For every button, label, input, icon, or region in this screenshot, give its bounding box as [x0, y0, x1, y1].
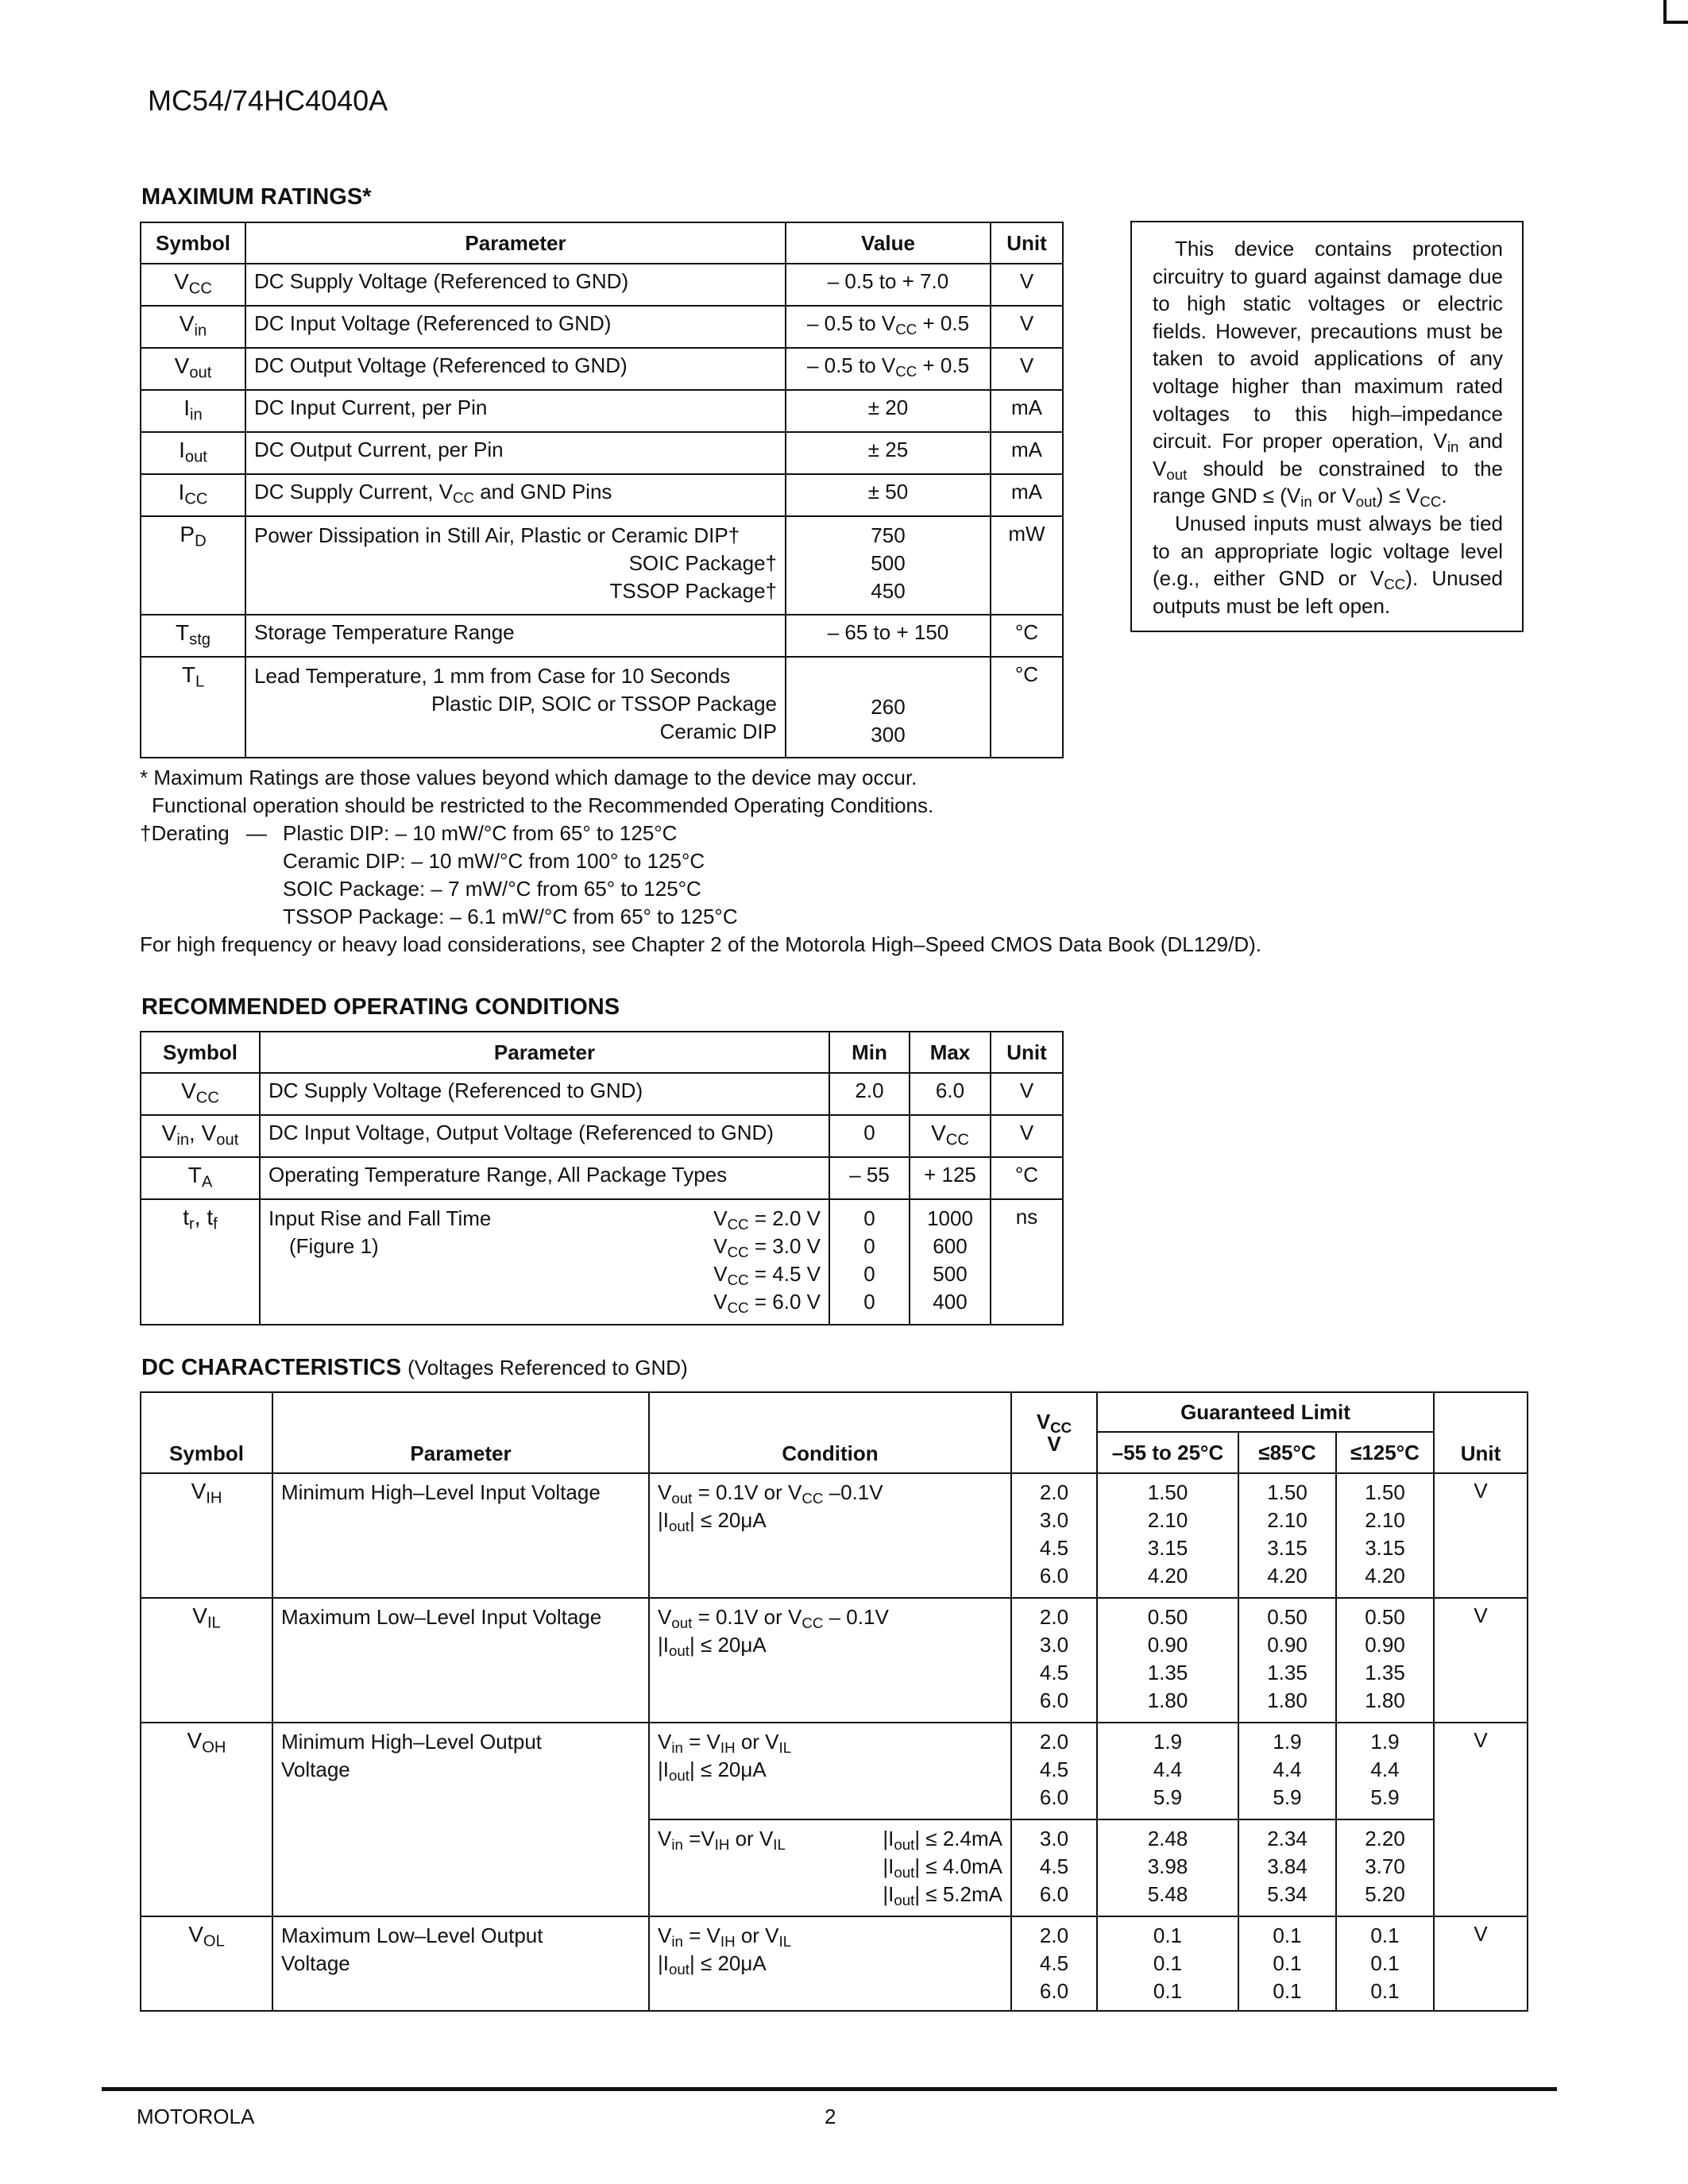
- table-row: [141, 657, 1063, 758]
- parameter-cell: Minimum High–Level Output Voltage: [272, 1723, 649, 1916]
- footnote-line: For high frequency or heavy load considerations, see Chapter 2 of the Motorola High–Speed CMOS Data Book (DL129/D).: [140, 932, 1261, 956]
- parameter-cell: DC Supply Current, $V_{CC}$ and GND Pins: [245, 474, 786, 516]
- unit-cell: mA: [991, 474, 1063, 516]
- note-paragraph: Unused inputs must always be tied to an appropriate logic voltage level (e.g., either GND or $V_{CC}$). Unused outputs must be left open.: [1153, 511, 1503, 618]
- page-number: 2: [825, 2105, 836, 2128]
- value-cell: ± 20: [786, 390, 991, 432]
- limit-cell-25c: 0.50 0.90 1.35 1.80: [1097, 1598, 1238, 1723]
- parameter-cell: DC Output Current, per Pin: [245, 432, 786, 474]
- symbol-cell: $T_A$: [141, 1157, 260, 1199]
- table-row: [141, 1115, 1063, 1157]
- unit-cell: V: [1434, 1473, 1528, 1598]
- max-cell: $V_{CC}$: [910, 1115, 991, 1157]
- max-ratings-footnotes: [140, 764, 1261, 959]
- col-header: Min: [829, 1032, 910, 1073]
- symbol-cell: $I_{CC}$: [141, 474, 245, 516]
- col-header: ≤85°C: [1238, 1432, 1336, 1473]
- min-cell: 0: [829, 1115, 910, 1157]
- table-row: [141, 390, 1063, 432]
- col-header: Unit: [991, 1032, 1063, 1073]
- limit-cell-85c: 2.34 3.84 5.34: [1238, 1819, 1336, 1916]
- limit-cell-125c: 1.50 2.10 3.15 4.20: [1336, 1473, 1434, 1598]
- limit-cell-25c: 1.50 2.10 3.15 4.20: [1097, 1473, 1238, 1598]
- col-header: Parameter: [272, 1392, 649, 1473]
- col-header-guaranteed: Guaranteed Limit: [1097, 1392, 1434, 1432]
- value-cell: ± 25: [786, 432, 991, 474]
- table-row: [141, 306, 1063, 348]
- parameter-cell: DC Input Voltage, Output Voltage (Referenced to GND): [260, 1115, 829, 1157]
- table-row: [141, 615, 1063, 657]
- parameter-cell: DC Input Current, per Pin: [245, 390, 786, 432]
- unit-cell: °C: [991, 1157, 1063, 1199]
- limit-cell-25c: 0.1 0.1 0.1: [1097, 1916, 1238, 2011]
- vcc-cell: 2.0 4.5 6.0: [1011, 1723, 1097, 1819]
- value-cell: 260 300: [786, 657, 991, 758]
- unit-cell: °C: [991, 657, 1063, 758]
- col-header: Symbol: [141, 1032, 260, 1073]
- parameter-cell: DC Input Voltage (Referenced to GND): [245, 306, 786, 348]
- parameter-cell: Maximum Low–Level Input Voltage: [272, 1598, 649, 1723]
- symbol-cell: $V_{OH}$: [141, 1723, 272, 1916]
- footnote-line: Functional operation should be restricted to the Recommended Operating Conditions.: [152, 793, 934, 817]
- col-header: Condition: [649, 1392, 1011, 1473]
- symbol-cell: $I_{out}$: [141, 432, 245, 474]
- parameter-cell: DC Supply Voltage (Referenced to GND): [260, 1073, 829, 1115]
- unit-cell: ns: [991, 1199, 1063, 1325]
- col-header: ≤125°C: [1336, 1432, 1434, 1473]
- col-header: –55 to 25°C: [1097, 1432, 1238, 1473]
- condition-cell: $V_{in} = V_{IH}$ or $V_{IL}$ $|I_{out}| \le 20\mu A$: [649, 1916, 1011, 2011]
- footnote-line: * Maximum Ratings are those values beyond which damage to the device may occur.: [140, 766, 917, 789]
- table-row: [141, 432, 1063, 474]
- table-row: [141, 264, 1063, 306]
- table-row: [141, 1723, 1528, 1819]
- dc-title: DC CHARACTERISTICS (Voltages Referenced to GND): [141, 1355, 688, 1380]
- vcc-cell: 2.0 4.5 6.0: [1011, 1916, 1097, 2011]
- vcc-cell: 3.0 4.5 6.0: [1011, 1819, 1097, 1916]
- parameter-cell: Operating Temperature Range, All Package Types: [260, 1157, 829, 1199]
- col-header: Unit: [1434, 1392, 1528, 1473]
- unit-cell: V: [991, 1073, 1063, 1115]
- max-cell: + 125: [910, 1157, 991, 1199]
- col-header: Unit: [991, 222, 1063, 264]
- condition-cell: $V_{out} = 0.1V$ or $V_{CC}$ –0.1V $|I_{out}| \le 20\mu A$: [649, 1473, 1011, 1598]
- value-cell: – 0.5 to $V_{CC} + 0.5$: [786, 348, 991, 390]
- col-header: Max: [910, 1032, 991, 1073]
- symbol-cell: $V_{in}$, $V_{out}$: [141, 1115, 260, 1157]
- col-header: Parameter: [245, 222, 786, 264]
- col-header: Parameter: [260, 1032, 829, 1073]
- roc-header-row: [141, 1032, 1063, 1073]
- col-header-vcc: $V_{CC}$ V: [1011, 1392, 1097, 1473]
- roc-table: [140, 1031, 1064, 1325]
- symbol-cell: $V_{in}$: [141, 306, 245, 348]
- symbol-cell: $V_{IL}$: [141, 1598, 272, 1723]
- table-row: [141, 1598, 1528, 1723]
- table-row: [141, 1916, 1528, 2011]
- esd-protection-note: [1130, 221, 1524, 632]
- parameter-cell: DC Output Voltage (Referenced to GND): [245, 348, 786, 390]
- col-header: Symbol: [141, 1392, 272, 1473]
- symbol-cell: $V_{IH}$: [141, 1473, 272, 1598]
- min-cell: 2.0: [829, 1073, 910, 1115]
- parameter-cell: Input Rise and Fall Time (Figure 1) $V_{CC} = 2.0$ V $V_{CC} = 3.0$ V $V_{CC} = 4.5$ V $V_{CC} = 6.0$ V: [260, 1199, 829, 1325]
- parameter-cell: Power Dissipation in Still Air, Plastic or Ceramic DIP† SOIC Package† TSSOP Package†: [245, 516, 786, 615]
- parameter-cell: Storage Temperature Range: [245, 615, 786, 657]
- limit-cell-85c: 0.50 0.90 1.35 1.80: [1238, 1598, 1336, 1723]
- symbol-cell: $V_{CC}$: [141, 264, 245, 306]
- table-row: [141, 474, 1063, 516]
- symbol-cell: $P_D$: [141, 516, 245, 615]
- max-ratings-table: [140, 222, 1064, 758]
- unit-cell: V: [1434, 1723, 1528, 1916]
- unit-cell: V: [991, 348, 1063, 390]
- limit-cell-85c: 0.1 0.1 0.1: [1238, 1916, 1336, 2011]
- limit-cell-125c: 0.50 0.90 1.35 1.80: [1336, 1598, 1434, 1723]
- symbol-cell: $T_{stg}$: [141, 615, 245, 657]
- symbol-cell: $I_{in}$: [141, 390, 245, 432]
- unit-cell: mW: [991, 516, 1063, 615]
- vcc-cell: 2.0 3.0 4.5 6.0: [1011, 1473, 1097, 1598]
- condition-cell: $V_{in} = V_{IH}$ or $V_{IL}$ $|I_{out}| \le 20\mu A$: [649, 1723, 1011, 1819]
- table-row: [141, 516, 1063, 615]
- table-row: [141, 348, 1063, 390]
- derating-line: †Derating — Plastic DIP: – 10 mW/°C from 65° to 125°C: [140, 821, 678, 845]
- dc-header-row: [141, 1392, 1528, 1432]
- limit-cell-85c: 1.50 2.10 3.15 4.20: [1238, 1473, 1336, 1598]
- symbol-cell: $V_{OL}$: [141, 1916, 272, 2011]
- parameter-cell: DC Supply Voltage (Referenced to GND): [245, 264, 786, 306]
- symbol-cell: $T_L$: [141, 657, 245, 758]
- footer-rule: [102, 2087, 1557, 2091]
- min-cell: – 55: [829, 1157, 910, 1199]
- table-row: [141, 1157, 1063, 1199]
- symbol-cell: $V_{CC}$: [141, 1073, 260, 1115]
- value-cell: – 65 to + 150: [786, 615, 991, 657]
- unit-cell: V: [1434, 1598, 1528, 1723]
- footer-brand: MOTOROLA: [137, 2105, 255, 2128]
- max-ratings-header-row: [141, 222, 1063, 264]
- unit-cell: V: [991, 1115, 1063, 1157]
- document-title: MC54/74HC4040A: [148, 84, 388, 117]
- unit-cell: mA: [991, 432, 1063, 474]
- col-header: Symbol: [141, 222, 245, 264]
- table-row: [141, 1073, 1063, 1115]
- max-cell: 1000 600 500 400: [910, 1199, 991, 1325]
- min-cell: 0 0 0 0: [829, 1199, 910, 1325]
- derating-line: TSSOP Package: – 6.1 mW/°C from 65° to 125°C: [283, 905, 738, 928]
- value-cell: – 0.5 to + 7.0: [786, 264, 991, 306]
- parameter-cell: Maximum Low–Level Output Voltage: [272, 1916, 649, 2011]
- unit-cell: V: [991, 264, 1063, 306]
- value-cell: ± 50: [786, 474, 991, 516]
- limit-cell-125c: 0.1 0.1 0.1: [1336, 1916, 1434, 2011]
- limit-cell-125c: 1.9 4.4 5.9: [1336, 1723, 1434, 1819]
- derating-line: Ceramic DIP: – 10 mW/°C from 100° to 125°C: [283, 849, 705, 873]
- table-row: [141, 1199, 1063, 1325]
- value-cell: – 0.5 to $V_{CC} + 0.5$: [786, 306, 991, 348]
- unit-cell: mA: [991, 390, 1063, 432]
- note-paragraph: This device contains protection circuitry to guard against damage due to high static voltages or electric fields. However, precautions must be taken to avoid applications of any voltage higher than maximum rated voltages to this high–impedance circuit. For proper operation, $V_{in}$ and $V_{out}$ should be constrained to the range GND ≤ ($V_{in}$ or $V_{out}) \le V_{CC}$.: [1153, 237, 1503, 511]
- value-cell: 750 500 450: [786, 516, 991, 615]
- symbol-cell: $V_{out}$: [141, 348, 245, 390]
- parameter-cell: Minimum High–Level Input Voltage: [272, 1473, 649, 1598]
- max-ratings-title: MAXIMUM RATINGS*: [141, 184, 372, 210]
- limit-cell-25c: 2.48 3.98 5.48: [1097, 1819, 1238, 1916]
- symbol-cell: $t_r$, $t_f$: [141, 1199, 260, 1325]
- unit-cell: V: [991, 306, 1063, 348]
- vcc-cell: 2.0 3.0 4.5 6.0: [1011, 1598, 1097, 1723]
- condition-cell: $V_{out} = 0.1V$ or $V_{CC} - 0.1V$ $|I_{out}| \le 20\mu A$: [649, 1598, 1011, 1723]
- condition-cell: $V_{in} =V_{IH}$ or $V_{IL}$ $|I_{out}| \le 2.4mA$ $|I_{out}| \le 4.0mA$ $|I_{out}| \le 5.2mA$: [649, 1819, 1011, 1916]
- table-row: [141, 1473, 1528, 1598]
- roc-title: RECOMMENDED OPERATING CONDITIONS: [141, 994, 620, 1020]
- parameter-cell: Lead Temperature, 1 mm from Case for 10 Seconds Plastic DIP, SOIC or TSSOP Package Ceramic DIP: [245, 657, 786, 758]
- limit-cell-125c: 2.20 3.70 5.20: [1336, 1819, 1434, 1916]
- unit-cell: °C: [991, 615, 1063, 657]
- max-cell: 6.0: [910, 1073, 991, 1115]
- limit-cell-25c: 1.9 4.4 5.9: [1097, 1723, 1238, 1819]
- derating-line: SOIC Package: – 7 mW/°C from 65° to 125°C: [283, 877, 701, 901]
- crop-mark-horizontal: [1663, 21, 1688, 24]
- unit-cell: V: [1434, 1916, 1528, 2011]
- dc-characteristics-table: [140, 1391, 1528, 2012]
- limit-cell-85c: 1.9 4.4 5.9: [1238, 1723, 1336, 1819]
- col-header: Value: [786, 222, 991, 264]
